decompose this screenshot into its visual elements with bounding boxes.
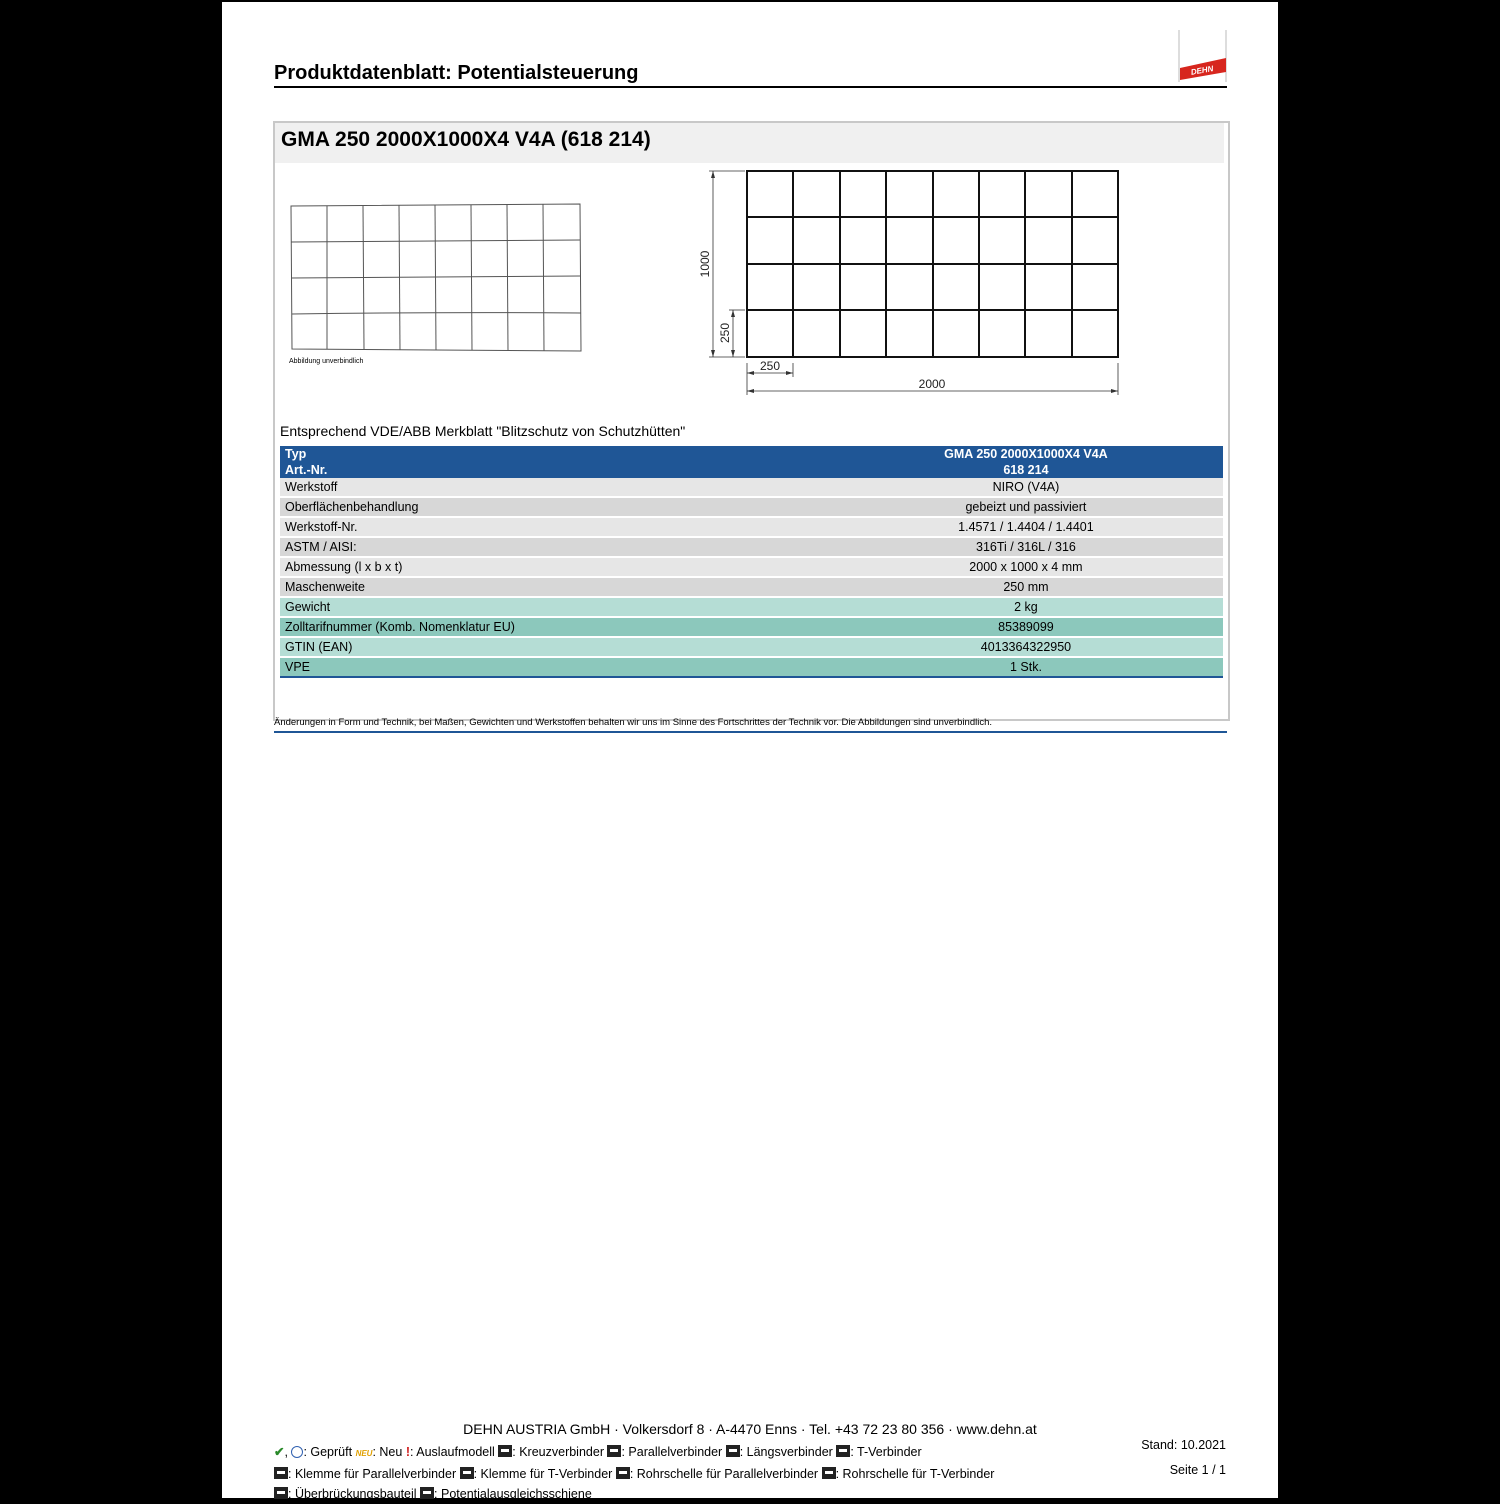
dim-height-label: 1000 xyxy=(698,250,712,278)
dim-cell-height-label: 250 xyxy=(718,322,732,344)
standard-reference: Entsprechend VDE/ABB Merkblatt "Blitzschutz von Schutzhütten" xyxy=(280,423,686,439)
legend-kreuz: : Kreuzverbinder xyxy=(512,1445,604,1459)
dim-cell-width-label: 250 xyxy=(759,359,781,373)
row-value: 1 Stk. xyxy=(834,658,1223,678)
table-row xyxy=(280,518,1223,538)
revision-date: Stand: 10.2021 xyxy=(1141,1438,1226,1452)
dehn-logo xyxy=(1176,30,1228,82)
datasheet-page xyxy=(222,2,1278,1501)
approved-stamp-icon xyxy=(291,1446,303,1458)
company-address: DEHN AUSTRIA GmbH · Volkersdorf 8 · A-4470 Enns · Tel. +43 72 23 80 356 · www.dehn.at xyxy=(463,1421,1037,1437)
header-value: GMA 250 2000X1000X4 V4A xyxy=(834,446,1223,462)
parallel-connector-icon xyxy=(607,1445,621,1457)
row-value: gebeizt und passiviert xyxy=(834,498,1223,518)
disclaimer-divider xyxy=(274,731,1227,733)
header-label: Typ xyxy=(280,446,834,462)
row-label: Maschenweite xyxy=(280,578,834,598)
table-header-row xyxy=(280,446,1223,462)
pipe-clamp-parallel-icon xyxy=(616,1467,630,1479)
row-label: ASTM / AISI: xyxy=(280,538,834,558)
table-row xyxy=(280,558,1223,578)
image-disclaimer: Abbildung unverbindlich xyxy=(289,358,364,365)
discontinued-icon: ! xyxy=(405,1445,410,1459)
table-row xyxy=(280,538,1223,558)
row-value: 4013364322950 xyxy=(834,638,1223,658)
row-value: 2000 x 1000 x 4 mm xyxy=(834,558,1223,578)
table-row xyxy=(280,498,1223,518)
cross-connector-icon xyxy=(498,1445,512,1457)
legend-t: : T-Verbinder xyxy=(850,1445,922,1459)
product-section xyxy=(273,121,1230,721)
row-value: 85389099 xyxy=(834,618,1223,638)
legend-geprueft: : Geprüft xyxy=(303,1445,353,1459)
table-row xyxy=(280,578,1223,598)
row-label: VPE xyxy=(280,658,834,678)
row-label: Gewicht xyxy=(280,598,834,618)
row-label: GTIN (EAN) xyxy=(280,638,834,658)
table-row xyxy=(280,618,1223,638)
title-divider xyxy=(274,86,1227,88)
legend-neu: : Neu xyxy=(372,1445,403,1459)
row-label: Zolltarifnummer (Komb. Nomenklatur EU) xyxy=(280,618,834,638)
longitudinal-connector-icon xyxy=(726,1445,740,1457)
check-icon: ✔ xyxy=(274,1445,285,1459)
header-value: 618 214 xyxy=(834,462,1223,478)
header-label: Art.-Nr. xyxy=(280,462,834,478)
product-header xyxy=(275,123,1224,163)
bridging-component-icon xyxy=(274,1487,288,1499)
material-link[interactable]: NIRO (V4A) xyxy=(834,478,1223,498)
dim-width-label: 2000 xyxy=(918,377,946,391)
row-label: Werkstoff-Nr. xyxy=(280,518,834,538)
legend-klemme-t: : Klemme für T-Verbinder xyxy=(473,1467,613,1481)
legend-parallel: : Parallelverbinder xyxy=(621,1445,723,1459)
spec-table xyxy=(280,446,1223,678)
product-photo xyxy=(289,201,584,353)
row-value: 316Ti / 316L / 316 xyxy=(834,538,1223,558)
row-value: 250 mm xyxy=(834,578,1223,598)
legend-potential: : Potentialausgleichsschiene xyxy=(434,1487,592,1501)
equipotential-bar-icon xyxy=(420,1487,434,1499)
row-label: Oberflächenbehandlung xyxy=(280,498,834,518)
clamp-parallel-icon xyxy=(274,1467,288,1479)
disclaimer-text: Änderungen in Form und Technik, bei Maßen, Gewichten und Werkstoffen behalten wir uns im Sinne des Fortschrittes der Technik vor. Die Abbildungen sind unverbindlich. xyxy=(274,717,993,728)
legend-rohr-parallel: : Rohrschelle für Parallelverbinder xyxy=(629,1467,819,1481)
row-label: Abmessung (l x b x t) xyxy=(280,558,834,578)
logo-text: DEHN xyxy=(1190,64,1215,77)
t-connector-icon xyxy=(836,1445,850,1457)
table-row xyxy=(280,658,1223,678)
legend-ueberbrueckung: : Überbrückungsbauteil xyxy=(288,1487,417,1501)
new-badge-icon: NEU xyxy=(355,1449,373,1458)
table-header-row xyxy=(280,462,1223,478)
table-row xyxy=(280,638,1223,658)
legend-laengs: : Längsverbinder xyxy=(739,1445,833,1459)
table-row xyxy=(280,478,1223,498)
row-label: Werkstoff xyxy=(280,478,834,498)
technical-drawing xyxy=(693,165,1123,400)
legend-auslauf: : Auslaufmodell xyxy=(410,1445,495,1459)
row-value: 1.4571 / 1.4404 / 1.4401 xyxy=(834,518,1223,538)
legend-klemme-parallel: : Klemme für Parallelverbinder xyxy=(288,1467,457,1481)
clamp-t-icon xyxy=(460,1467,474,1479)
legend-rohr-t: : Rohrschelle für T-Verbinder xyxy=(835,1467,995,1481)
symbol-legend: ✔, : Geprüft NEU: Neu !: Auslaufmodell : Kreuzverbinder : Parallelverbinder : Längsverbinder : T-Verbinder : Klemme für Parallelverbinder : Klemme für T-Verbinder : Rohrschelle für Parallelverbinder : Rohrschelle für T-Verbinder : Überbrückungsbauteil : Potentialausgleichsschiene xyxy=(274,1445,995,1501)
product-name: GMA 250 2000X1000X4 V4A (618 214) xyxy=(281,128,651,151)
document-title: Produktdatenblatt: Potentialsteuerung xyxy=(274,62,639,84)
row-value: 2 kg xyxy=(834,598,1223,618)
page-number: Seite 1 / 1 xyxy=(1169,1463,1226,1477)
pipe-clamp-t-icon xyxy=(822,1467,836,1479)
table-row xyxy=(280,598,1223,618)
